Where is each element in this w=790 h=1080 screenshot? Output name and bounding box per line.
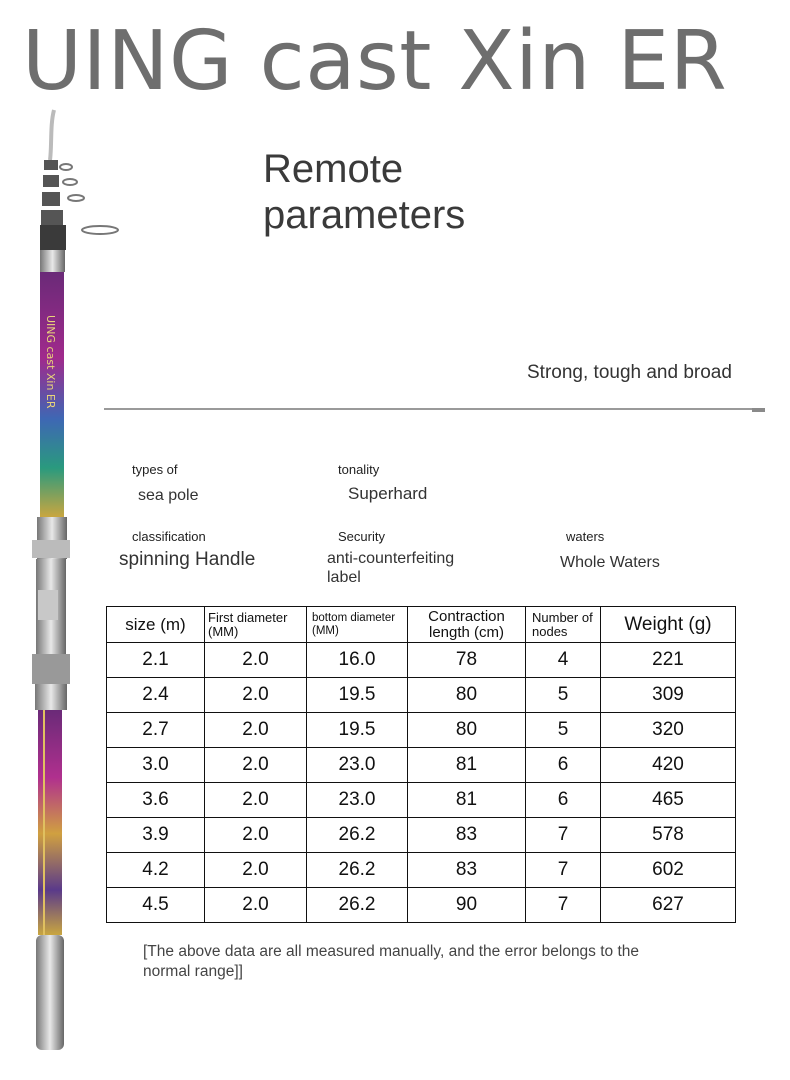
table-cell: 5 — [526, 678, 601, 713]
table-header-row — [107, 607, 736, 643]
table-cell: 2.0 — [205, 678, 307, 713]
col-header-contraction-length: Contraction length (cm) — [408, 607, 526, 643]
table-cell: 320 — [601, 713, 736, 748]
attr-security-value: anti-counterfeiting label — [327, 550, 455, 586]
table-cell: 2.0 — [205, 853, 307, 888]
table-cell: 3.6 — [107, 783, 205, 818]
table-cell: 2.0 — [205, 818, 307, 853]
table-cell: 6 — [526, 783, 601, 818]
table-cell: 2.0 — [205, 748, 307, 783]
attr-type-label: types of — [132, 462, 178, 477]
table-cell: 465 — [601, 783, 736, 818]
table-cell: 6 — [526, 748, 601, 783]
table-cell: 221 — [601, 643, 736, 678]
col-header-nodes: Number of nodes — [526, 607, 601, 643]
divider — [104, 408, 752, 410]
table-cell: 2.0 — [205, 713, 307, 748]
table-cell: 7 — [526, 818, 601, 853]
table-cell: 2.4 — [107, 678, 205, 713]
table-cell: 26.2 — [307, 853, 408, 888]
tagline: Strong, tough and broad — [527, 362, 732, 383]
col-header-bottom-diameter: bottom diameter (MM) — [307, 607, 408, 643]
table-row — [107, 783, 736, 818]
table-row — [107, 713, 736, 748]
table-cell: 83 — [408, 818, 526, 853]
table-cell: 4.2 — [107, 853, 205, 888]
table-row — [107, 643, 736, 678]
footnote: [The above data are all measured manually, and the error belongs to the normal range]] — [143, 943, 640, 980]
table-cell: 7 — [526, 888, 601, 923]
table-cell: 90 — [408, 888, 526, 923]
table-cell: 19.5 — [307, 678, 408, 713]
attr-security-label: Security — [338, 529, 385, 544]
table-cell: 23.0 — [307, 783, 408, 818]
table-cell: 4 — [526, 643, 601, 678]
attr-tonality-value: Superhard — [348, 484, 428, 503]
divider-accent — [752, 408, 765, 412]
table-cell: 2.0 — [205, 643, 307, 678]
table-row — [107, 748, 736, 783]
attr-type-value: sea pole — [138, 487, 199, 504]
page-subtitle: Remote parameters — [263, 147, 466, 237]
attr-tonality-label: tonality — [338, 462, 380, 477]
table-cell: 26.2 — [307, 888, 408, 923]
table-cell: 2.0 — [205, 888, 307, 923]
table-cell: 4.5 — [107, 888, 205, 923]
table-cell: 5 — [526, 713, 601, 748]
table-cell: 23.0 — [307, 748, 408, 783]
table-cell: 2.0 — [205, 783, 307, 818]
table-cell: 3.9 — [107, 818, 205, 853]
table-cell: 602 — [601, 853, 736, 888]
table-cell: 2.7 — [107, 713, 205, 748]
col-header-weight: Weight (g) — [601, 607, 736, 643]
table-cell: 578 — [601, 818, 736, 853]
attr-classification-value: spinning Handle — [119, 549, 256, 570]
attr-waters-value: Whole Waters — [560, 554, 660, 571]
brand-title: UING cast Xin ER — [22, 14, 728, 109]
attr-classification-label: classification — [132, 529, 206, 544]
table-cell: 19.5 — [307, 713, 408, 748]
table-cell: 81 — [408, 783, 526, 818]
table-cell: 2.1 — [107, 643, 205, 678]
col-header-size: size (m) — [107, 607, 205, 643]
attr-waters-label: waters — [566, 529, 605, 544]
table-cell: 627 — [601, 888, 736, 923]
table-cell: 83 — [408, 853, 526, 888]
table-cell: 16.0 — [307, 643, 408, 678]
spec-table — [106, 606, 736, 923]
table-row — [107, 818, 736, 853]
rod-label: UING cast Xin ER — [44, 315, 57, 409]
table-cell: 7 — [526, 853, 601, 888]
table-cell: 80 — [408, 713, 526, 748]
table-cell: 78 — [408, 643, 526, 678]
col-header-first-diameter: First diameter (MM) — [205, 607, 307, 643]
table-cell: 80 — [408, 678, 526, 713]
table-cell: 81 — [408, 748, 526, 783]
table-row — [107, 678, 736, 713]
table-cell: 420 — [601, 748, 736, 783]
table-cell: 3.0 — [107, 748, 205, 783]
table-row — [107, 853, 736, 888]
table-cell: 26.2 — [307, 818, 408, 853]
table-cell: 309 — [601, 678, 736, 713]
table-row — [107, 888, 736, 923]
